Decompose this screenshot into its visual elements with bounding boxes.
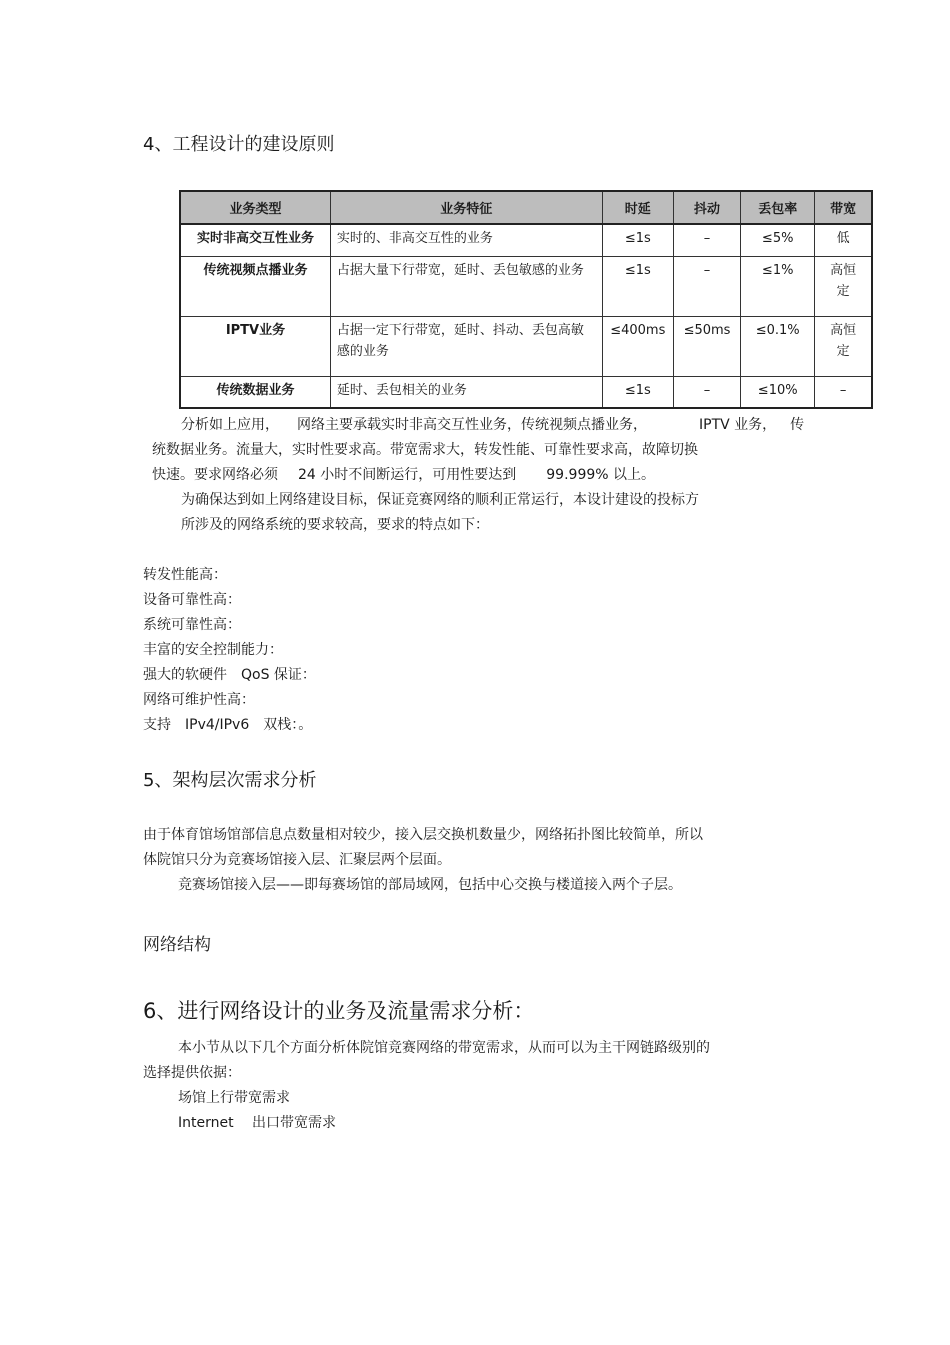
cell-jitter: – [673, 224, 740, 256]
analysis-line-2: 统数据业务。流量大，实时性要求高。带宽需求大，转发性能、可靠性要求高，故障切换 [152, 442, 698, 458]
cell-feature: 占据一定下行带宽，延时、抖动、丢包高敏感的业务 [330, 316, 602, 376]
service-table [179, 190, 873, 409]
header-bandwidth: 带宽 [815, 191, 872, 224]
analysis-line-1-b: 网络主要承载实时非高交互性业务，传统视频点播业务， [297, 417, 647, 433]
analysis-line-3-a: 快速。要求网络必须 [152, 467, 278, 483]
feature-qos: 强大的软硬件 QoS 保证： [143, 667, 316, 683]
cell-latency: ≤400ms [602, 316, 673, 376]
feature-device-reliability: 设备可靠性高： [143, 592, 241, 608]
analysis-line-3-b: 24 小时不间断运行，可用性要达到 [298, 467, 517, 483]
analysis-line-1 [181, 414, 804, 434]
analysis-line-1-d: 传 [790, 417, 805, 433]
table-row [180, 316, 872, 376]
cell-loss: ≤1% [741, 256, 815, 316]
table-header-row [180, 191, 872, 224]
cell-jitter: ≤50ms [673, 316, 740, 376]
goal-line-1: 为确保达到如上网络建设目标，保证竞赛网络的顺利正常运行，本设计建设的投标方 [181, 492, 699, 508]
cell-latency: ≤1s [602, 256, 673, 316]
cell-latency: ≤1s [602, 376, 673, 408]
feature-system-reliability: 系统可靠性高： [143, 617, 241, 633]
section-6-title: 6、进行网络设计的业务及流量需求分析： [143, 999, 535, 1023]
cell-bandwidth: 高恒定 [815, 256, 872, 316]
header-service-type: 业务类型 [180, 191, 330, 224]
cell-type: 传统数据业务 [180, 376, 330, 408]
cell-loss: ≤0.1% [741, 316, 815, 376]
header-service-feature: 业务特征 [330, 191, 602, 224]
analysis-line-1-a: 分析如上应用， [181, 417, 279, 433]
cell-type: IPTV业务 [180, 316, 330, 376]
cell-loss: ≤5% [741, 224, 815, 256]
table-row [180, 224, 872, 256]
access-layer-line: 竞赛场馆接入层——即每赛场馆的部局域网，包括中心交换与楼道接入两个子层。 [178, 877, 682, 893]
table-row [180, 376, 872, 408]
bandwidth-analysis-line-2: 选择提供依据： [143, 1065, 241, 1081]
header-latency: 时延 [602, 191, 673, 224]
cell-type: 传统视频点播业务 [180, 256, 330, 316]
analysis-line-3 [152, 464, 655, 484]
analysis-line-1-c: IPTV 业务， [699, 417, 777, 433]
header-jitter: 抖动 [673, 191, 740, 224]
analysis-line-3-c: 99.999% 以上。 [546, 467, 656, 483]
feature-security-control: 丰富的安全控制能力： [143, 642, 283, 658]
cell-bandwidth: 高恒定 [815, 316, 872, 376]
feature-dual-stack: 支持 IPv4/IPv6 双栈：。 [143, 717, 313, 733]
cell-latency: ≤1s [602, 224, 673, 256]
cell-bandwidth: – [815, 376, 872, 408]
feature-maintainability: 网络可维护性高： [143, 692, 255, 708]
header-packet-loss: 丢包率 [741, 191, 815, 224]
architecture-line-1: 由于体育馆场馆部信息点数量相对较少，接入层交换机数量少，网络拓扑图比较简单，所以 [143, 827, 703, 843]
cell-jitter: – [673, 376, 740, 408]
requirement-internet-egress: Internet 出口带宽需求 [178, 1115, 337, 1131]
cell-feature: 延时、丢包相关的业务 [330, 376, 602, 408]
bandwidth-analysis-line-1: 本小节从以下几个方面分析体院馆竞赛网络的带宽需求，从而可以为主干网链路级别的 [178, 1040, 710, 1056]
cell-type: 实时非高交互性业务 [180, 224, 330, 256]
cell-bandwidth: 低 [815, 224, 872, 256]
goal-line-2: 所涉及的网络系统的要求较高，要求的特点如下： [181, 517, 489, 533]
feature-forwarding: 转发性能高： [143, 567, 227, 583]
section-5-title: 5、架构层次需求分析 [143, 770, 317, 791]
cell-jitter: – [673, 256, 740, 316]
architecture-line-2: 体院馆只分为竞赛场馆接入层、汇聚层两个层面。 [143, 852, 451, 868]
requirement-venue-uplink: 场馆上行带宽需求 [178, 1090, 290, 1106]
table-row [180, 256, 872, 316]
cell-loss: ≤10% [741, 376, 815, 408]
section-4-title: 4、工程设计的建设原则 [143, 134, 335, 155]
cell-feature: 占据大量下行带宽，延时、丢包敏感的业务 [330, 256, 602, 316]
network-structure-heading: 网络结构 [143, 935, 211, 955]
cell-feature: 实时的、非高交互性的业务 [330, 224, 602, 256]
